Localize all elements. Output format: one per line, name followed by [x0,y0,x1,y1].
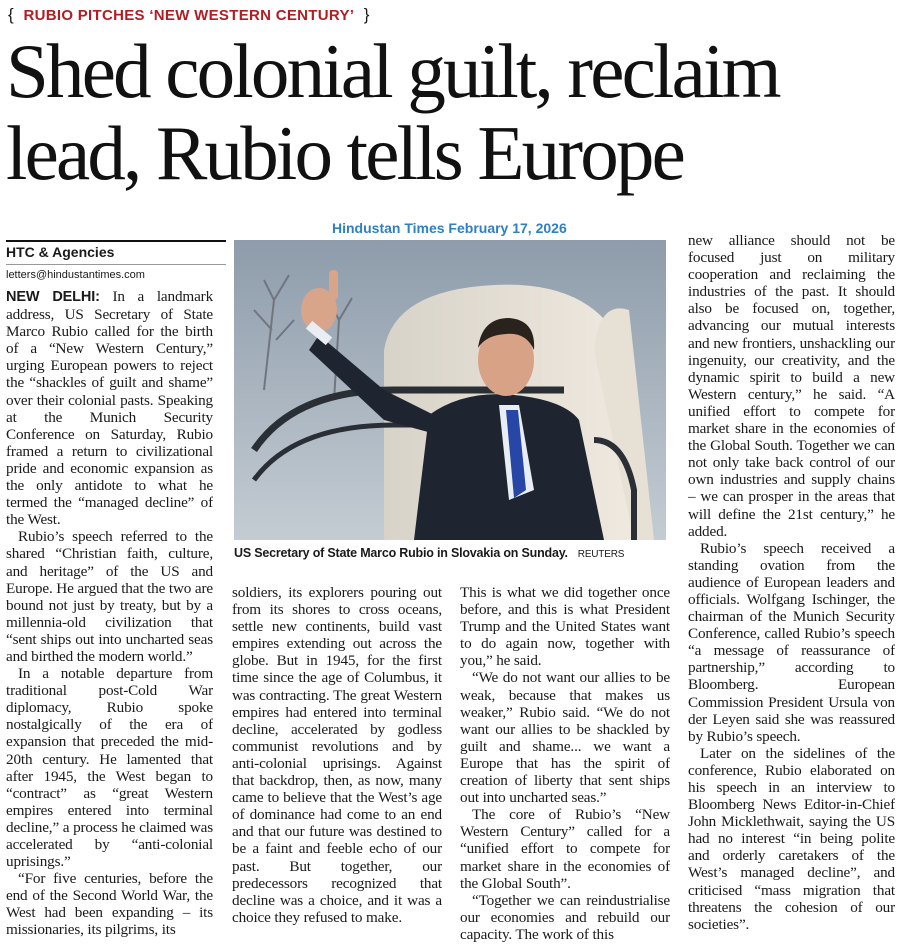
kicker-brace-open: { [8,5,14,24]
byline-agency: HTC & Agencies [6,244,226,265]
photo-caption [234,546,666,560]
article-paragraph-5: “We do not want our allies to be weak, because that makes us weaker,” Rubio said. “We do not want our allies to be shackled by guilt and shame... we want a Europe that has the spirit of creation of liberty that sent ships out into uncharted seas.” [460,669,670,807]
article-paragraph-3: In a notable departure from traditional post-Cold War diplomacy, Rubio spoke nostalgically of the era of expansion that preceded the mid-20th century. He lamented that after 1945, the West began to “contract” as “great Western empires entered into terminal decline,” a process he claimed was accelerated by “anti-colonial uprisings.” [6,665,213,871]
photo-credit: REUTERS [577,549,625,560]
headline-line-1: Shed colonial guilt, reclaim [6,28,779,114]
article-paragraph-9: Later on the sidelines of the conference, Rubio elaborated on his speech in an interview to Bloomberg News Editor-in-Chief John Micklethwait, saying the US had no interest “in being polite and orderly caretakers of the West’s managed decline”, and criticised “mass migration that threatens the cohesion of our societies”. [688,744,895,933]
article-paragraph-6: The core of Rubio’s “New Western Century” called for a “unified effort to compete for market share in the economies of the Global South”. [460,806,670,892]
article-photo [234,240,666,540]
article-paragraph-7-continued: new alliance should not be focused just on military cooperation and reclaiming the industries of the past. It should also be focused on, together, advancing our mutual interests and new frontiers, unshackling our ingenuity, our creativity, and the dynamic spirit to build a new Western century,” he said. “A unified effort to compete for market share in the economies of the Global South. Together we can not only take back control of our own industries and supply chains – we can prosper in the areas that will define the 21st century,” he added. [688,232,895,540]
byline-email: letters@hindustantimes.com [6,269,145,281]
article-paragraph-2: Rubio’s speech referred to the shared “Christian faith, culture, and heritage” of the US and Europe. He argued that the two are bound not just by treaty, but by a millennia-old civilization that “sent ships out into uncharted seas and birthed the modern world.” [6,528,213,665]
article-column-4 [688,232,895,948]
kicker-text: RUBIO PITCHES ‘NEW WESTERN CENTURY’ [23,7,355,24]
headline-line-2: lead, Rubio tells Europe [6,110,683,196]
article-column-3 [460,584,670,948]
article-paragraph-4-end: This is what we did together once before, and this is what President Trump and the United States want to do again now, together with you,” he said. [460,584,670,670]
article-paragraph-7-cont [688,232,895,540]
article-paragraph-7: “Together we can reindustrialise our economies and rebuild our capacity. The work of this [460,891,670,943]
article-paragraph-8: Rubio’s speech received a standing ovation from the audience of European leaders and officials. Wolfgang Ischinger, the chairman of the Munich Security Conference, called Rubio’s speech “a message of reassurance of partnership,” according to Bloomberg. European Commission President Ursula von der Leyen said she was reassured by Rubio’s speech. [688,539,895,745]
article-paragraph-4-continued: soldiers, its explorers pouring out from its shores to cross oceans, settle new continents, build vast empires extending out across the globe. But in 1945, for the first time since the age of Columbus, it was contracting. The great Western empires had entered into terminal decline, accelerated by godless communist revolutions and by anti-colonial uprisings. Against that backdrop, then, as now, many came to believe that the West’s age of dominance had come to an end and that our future was destined to be a faint and feeble echo of our past. But together, our predecessors recognized that decline was a choice, and it was a choice they refused to make. [232,584,442,926]
article-paragraph-4: “For five centuries, before the end of the Second World War, the West had been expanding – its missionaries, its pilgrims, its [6,870,213,939]
article-paragraph-4-cont [232,584,442,926]
headline [6,30,896,194]
photo-caption-text: US Secretary of State Marco Rubio in Slovakia on Sunday. [234,546,568,560]
article-column-2 [232,584,442,948]
kicker-brace-close: } [363,5,370,24]
photo-illustration [234,240,666,540]
article-column-1 [6,288,213,948]
kicker [8,5,370,25]
publication-watermark: Hindustan Times February 17, 2026 [332,220,567,236]
byline [6,240,226,281]
dateline: NEW DELHI: [6,289,100,305]
article-paragraph-1: In a landmark address, US Secretary of State Marco Rubio called for the birth of a “New Western Century,” urging European powers to reject the “shackles of guilt and shame” over their colonial pasts. Speaking at the Munich Security Conference on Saturday, Rubio framed a return to civilizational pride and economic expansion as the only antidote to what he termed the “managed decline” of the West. [6,288,213,529]
